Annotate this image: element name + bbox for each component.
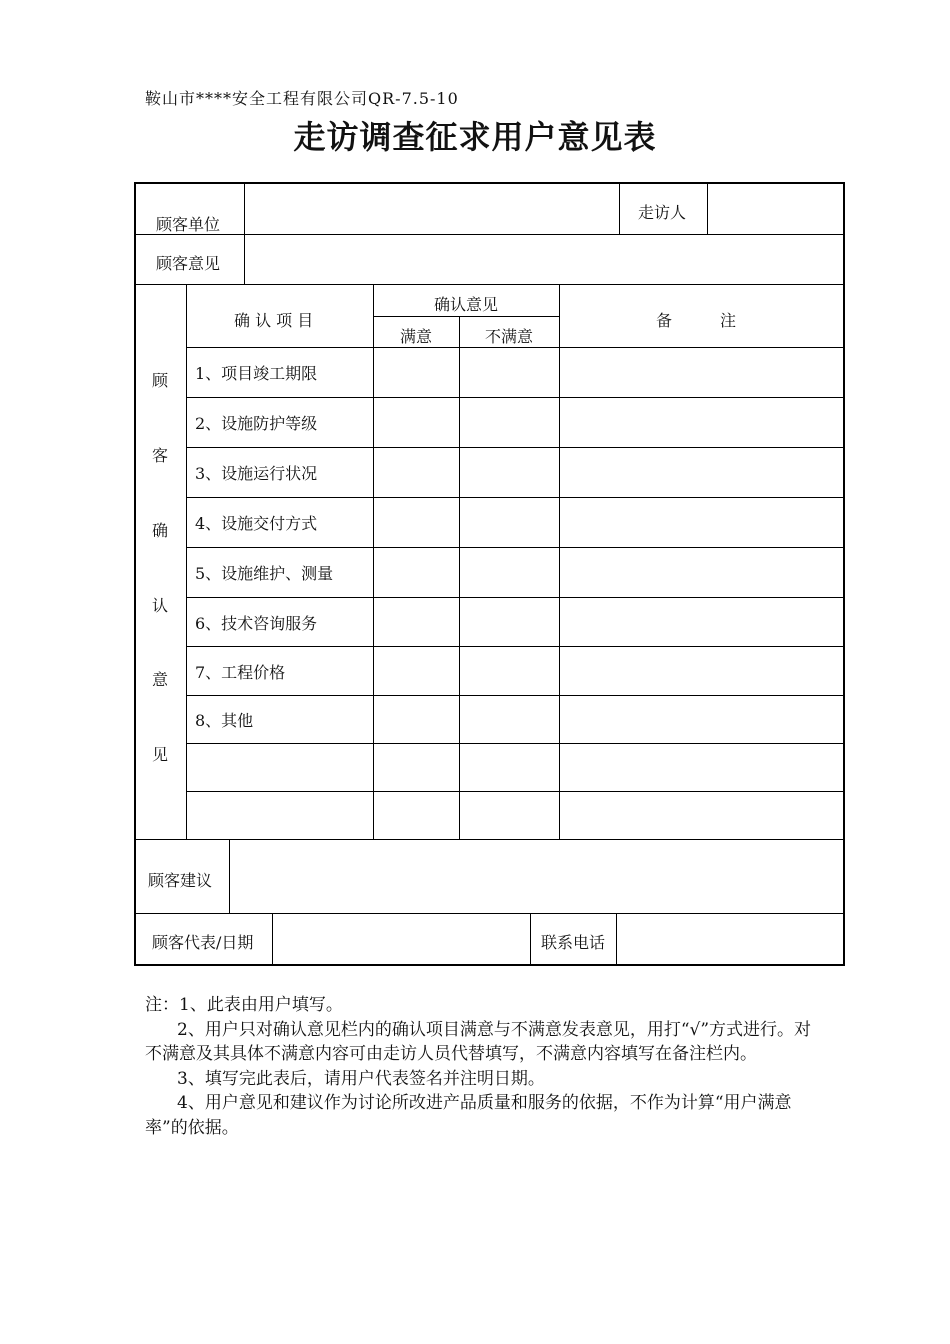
unsatisfied-cell[interactable] [460,398,559,447]
customer-unit-field[interactable] [245,184,618,234]
confirm-item-label: 3、设施运行状况 [195,464,318,483]
unsatisfied-cell[interactable] [460,598,559,646]
confirm-item-label: 8、其他 [195,711,254,730]
unsatisfied-cell[interactable] [460,792,559,839]
row-divider [373,316,559,317]
col-divider [619,182,620,234]
customer-rep-date-field[interactable] [273,914,529,964]
confirm-item-label: 7、工程价格 [195,663,286,682]
satisfied-cell[interactable] [374,548,459,597]
remark-cell[interactable] [560,548,843,597]
unsatisfied-cell[interactable] [460,448,559,497]
survey-form-table [134,182,845,966]
row-divider [134,284,845,285]
page-title: 走访调查征求用户意见表 [293,118,657,156]
document-code-header: 鞍山市****安全工程有限公司QR-7.5-10 [145,89,459,108]
table-border-left [134,182,136,966]
remark-cell[interactable] [560,498,843,547]
visitor-label: 走访人 [638,203,687,222]
side-label-char: 确 [151,521,168,540]
customer-opinion-label: 顾客意见 [156,254,221,273]
remark-cell[interactable] [560,792,843,839]
confirm-item-label: 6、技术咨询服务 [195,614,318,633]
col-divider [530,913,531,964]
customer-rep-date-label: 顾客代表/日期 [152,933,254,952]
note-4: 4、用户意见和建议作为讨论所改进产品质量和服务的依据，不作为计算“用户满意率”的依据。 [145,1093,792,1138]
customer-suggestion-field[interactable] [230,840,842,913]
confirm-item-label: 5、设施维护、测量 [195,564,334,583]
col-header-confirm-opinion: 确认意见 [434,295,499,314]
side-label-char: 顾 [151,371,168,390]
note-3: 3、填写完此表后，请用户代表签名并注明日期。 [177,1068,545,1089]
remark-cell[interactable] [560,696,843,743]
satisfied-cell[interactable] [374,744,459,791]
phone-field[interactable] [617,914,842,964]
remark-cell[interactable] [560,348,843,397]
customer-unit-label: 顾客单位 [156,215,221,234]
unsatisfied-cell[interactable] [460,696,559,743]
note-2: 2、用户只对确认意见栏内的确认项目满意与不满意发表意见，用打“√”方式进行。对不满意及其具体不满意内容可由走访人员代替填写，不满意内容填写在备注栏内。 [145,1019,812,1064]
visitor-field[interactable] [708,184,842,234]
phone-label: 联系电话 [541,933,606,952]
customer-suggestion-label: 顾客建议 [148,871,213,890]
remark-cell[interactable] [560,647,843,695]
side-label-char: 意 [151,670,168,689]
customer-opinion-field[interactable] [245,235,842,284]
side-col-divider [186,284,187,839]
notes-section [145,993,815,1140]
unsatisfied-cell[interactable] [460,744,559,791]
confirm-item-label: 1、项目竣工期限 [195,364,318,383]
satisfied-cell[interactable] [374,647,459,695]
satisfied-cell[interactable] [374,448,459,497]
unsatisfied-cell[interactable] [460,647,559,695]
side-label-char: 客 [151,446,168,465]
col-header-remark: 备 注 [656,311,737,330]
satisfied-cell[interactable] [374,696,459,743]
side-label-char: 认 [151,596,168,615]
col-header-satisfied: 满意 [400,327,433,346]
note-1: 注：1、此表由用户填写。 [145,995,343,1015]
col-header-unsatisfied: 不满意 [485,327,534,346]
satisfied-cell[interactable] [374,598,459,646]
side-label-char: 见 [151,745,168,764]
table-border-bottom [134,964,845,966]
satisfied-cell[interactable] [374,792,459,839]
confirm-item-label: 4、设施交付方式 [195,514,318,533]
satisfied-cell[interactable] [374,398,459,447]
unsatisfied-cell[interactable] [460,348,559,397]
remark-cell[interactable] [560,398,843,447]
remark-cell[interactable] [560,744,843,791]
table-border-right [843,182,845,966]
remark-cell[interactable] [560,598,843,646]
satisfied-cell[interactable] [374,498,459,547]
confirm-item-label: 2、设施防护等级 [195,414,318,433]
col-header-confirm-item: 确 认 项 目 [234,311,314,330]
remark-cell[interactable] [560,448,843,497]
unsatisfied-cell[interactable] [460,498,559,547]
unsatisfied-cell[interactable] [460,548,559,597]
satisfied-cell[interactable] [374,348,459,397]
